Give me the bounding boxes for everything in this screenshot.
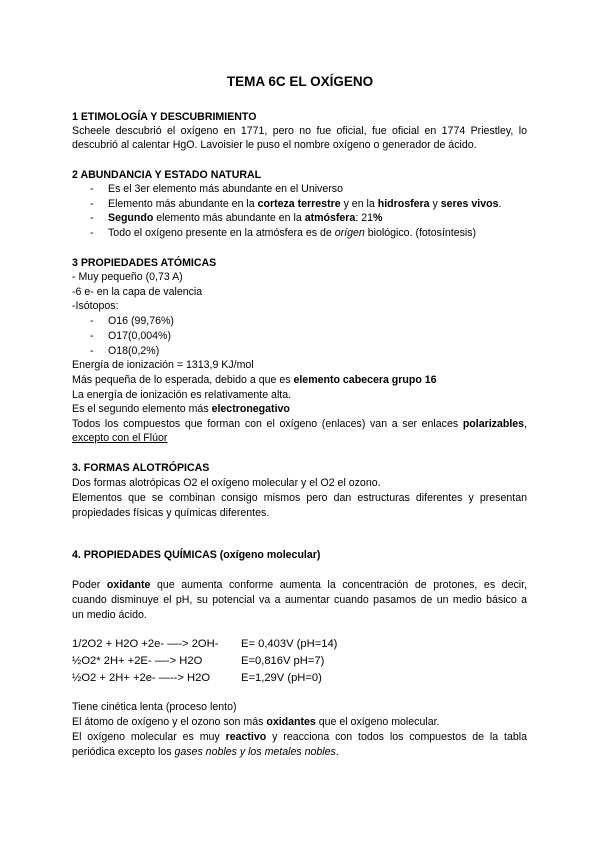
paragraph-line: Todos los compuestos que forman con el oxígeno (enlaces) van a ser enlaces polarizables, (72, 418, 527, 430)
equation-reaction: ½O2 + 2H+ +2e- —--> H2O (72, 672, 211, 684)
isotope-item: O16 (99,76%) (108, 315, 174, 327)
paragraph-line: -Isótopos: (72, 300, 119, 312)
equation-potential: E=1,29V (pH=0) (241, 672, 322, 684)
paragraph-line: -6 e- en la capa de valencia (72, 286, 203, 298)
paragraph-line: Energía de ionización = 1313,9 KJ/mol (72, 359, 254, 371)
isotope-item: O17(0,004%) (108, 330, 172, 342)
isotope-item: O18(0,2%) (108, 345, 160, 357)
section-heading-formas-alotropicas: 3. FORMAS ALOTRÓPICAS (72, 462, 210, 474)
paragraph-line: Más pequeña de lo esperada, debido a que es elemento cabecera grupo 16 (72, 374, 437, 386)
section-heading-etimologia: 1 ETIMOLOGÍA Y DESCUBRIMIENTO (72, 111, 257, 123)
paragraph-line: Es el segundo elemento más electronegativo (72, 403, 290, 415)
bullet-item: Elemento más abundante en la corteza terrestre y en la hidrosfera y seres vivos. (108, 198, 502, 210)
paragraph-line: La energía de ionización es relativamente alta. (72, 389, 292, 401)
bullet-item: Todo el oxígeno presente en la atmósfera es de orígen biológico. (fotosíntesis) (108, 227, 477, 239)
paragraph-line: Elementos que se combinan consigo mismos pero dan estructuras diferentes y presentan (72, 492, 527, 504)
paragraph-line: descubrió al calentar HgO. Lavoisier le puso el nombre oxígeno o generador de ácido. (72, 139, 477, 151)
section-heading-abundancia: 2 ABUNDANCIA Y ESTADO NATURAL (72, 169, 262, 181)
bullet-dash: - (90, 330, 94, 342)
bullet-dash: - (90, 183, 94, 195)
paragraph-line: Tiene cinética lenta (proceso lento) (72, 701, 237, 713)
paragraph-line: - Muy pequeño (0,73 A) (72, 271, 183, 283)
paragraph-line: Dos formas alotrópicas O2 el oxígeno molecular y el O2 el ozono. (72, 477, 381, 489)
bullet-dash: - (90, 227, 94, 239)
equation-potential: E= 0,403V (pH=14) (241, 638, 338, 650)
paragraph-line: Poder oxidante que aumenta conforme aumenta la concentración de protones, es decir, (72, 579, 527, 591)
bullet-dash: - (90, 198, 94, 210)
paragraph-line: cuando disminuye el pH, su potencial va a aumentar cuando pasamos de un medio básico a (72, 594, 527, 606)
equation-reaction: ½O2* 2H+ +2E- —-> H2O (72, 655, 203, 667)
bullet-dash: - (90, 315, 94, 327)
bullet-item: Segundo elemento más abundante en la atmósfera: 21% (108, 212, 383, 224)
paragraph-line: Scheele descubrió el oxígeno en 1771, pero no fue oficial, fue oficial en 1774 Priestley, lo (72, 125, 527, 137)
paragraph-line: periódica excepto los gases nobles y los metales nobles. (72, 746, 339, 758)
equation-potential: E=0,816V pH=7) (241, 655, 325, 667)
equation-reaction: 1/2O2 + H2O +2e- —-> 2OH- (72, 638, 219, 650)
paragraph-line: propiedades físicas y químicas diferentes. (72, 507, 270, 519)
paragraph-line: El átomo de oxígeno y el ozono son más oxidantes que el oxígeno molecular. (72, 716, 440, 728)
section-heading-propiedades-atomicas: 3 PROPIEDADES ATÓMICAS (72, 257, 217, 269)
bullet-dash: - (90, 212, 94, 224)
paragraph-line: El oxígeno molecular es muy reactivo y reacciona con todos los compuestos de la tabla (72, 731, 527, 743)
bullet-dash: - (90, 345, 94, 357)
document-title: TEMA 6C EL OXÍGENO (226, 74, 374, 89)
bullet-item: Es el 3er elemento más abundante en el Universo (108, 183, 343, 195)
section-heading-propiedades-quimicas: 4. PROPIEDADES QUÍMICAS (oxígeno molecular) (72, 549, 321, 561)
paragraph-line: excepto con el Flúor (72, 432, 168, 444)
paragraph-line: un medio ácido. (72, 609, 147, 621)
